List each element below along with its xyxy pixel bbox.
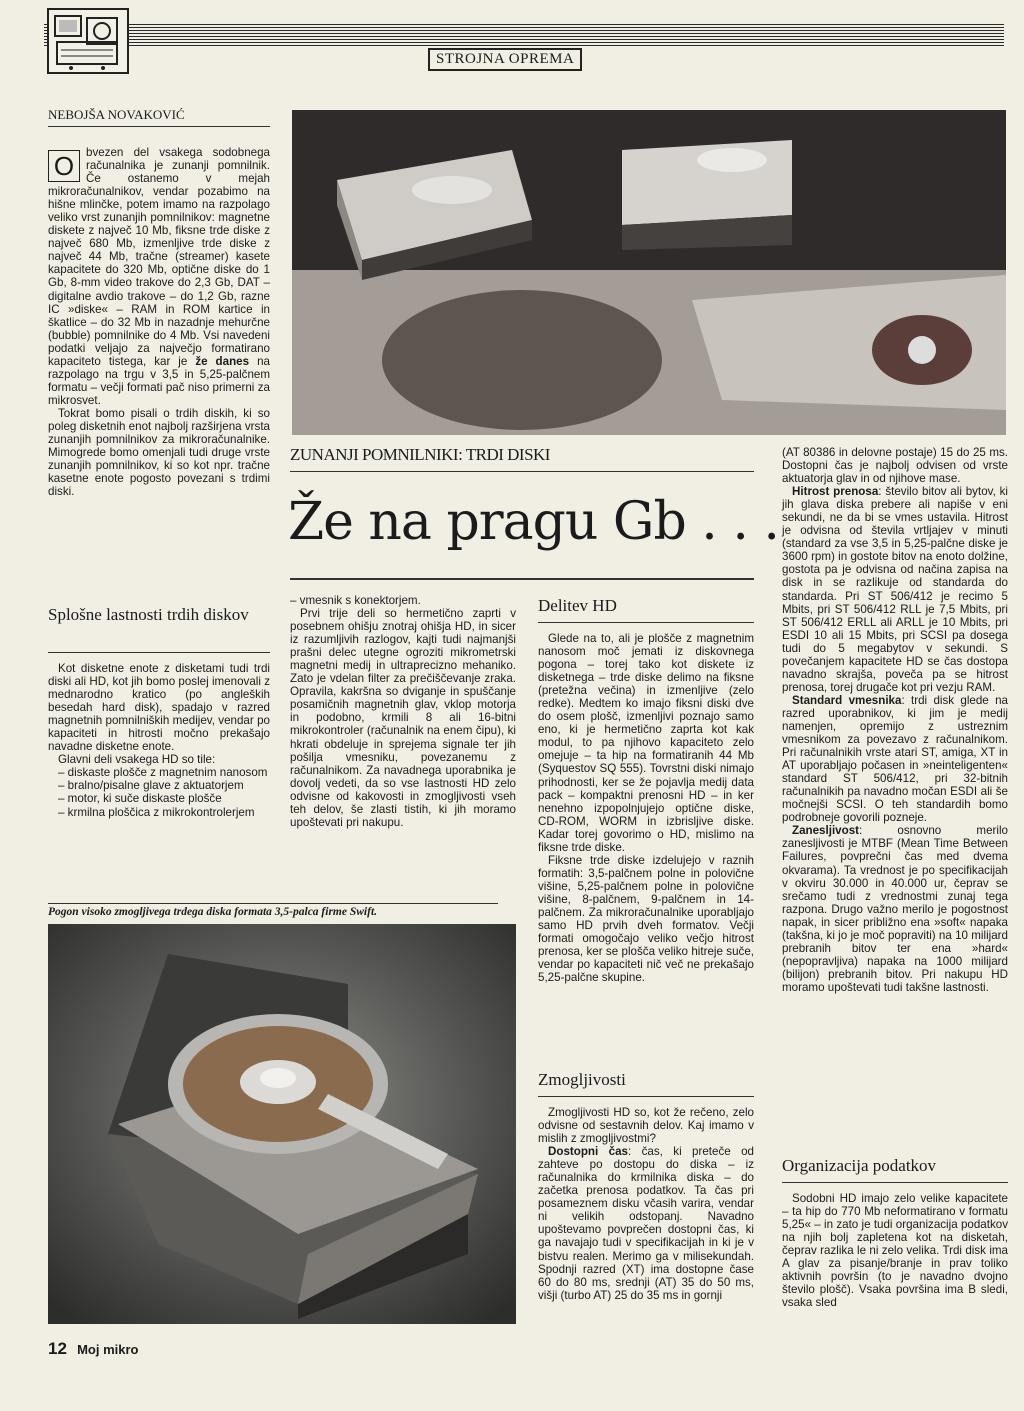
top-photo-drives <box>292 110 1006 435</box>
kicker: ZUNANJI POMNILNIKI: TRDI DISKI <box>290 445 550 464</box>
col3-paragraph-3: Zmogljivosti HD so, kot že rečeno, zelo odvisne od sestavnih delov. Kaj imamo v mislih z zmogljivostmi? <box>538 1106 754 1146</box>
heading-organizacija: Organizacija podatkov <box>782 1156 937 1175</box>
list-item: – krmilna ploščica z mikrokontrolerjem <box>58 805 255 819</box>
header-band <box>44 22 1004 46</box>
col3-paragraph-1: Glede na to, ali je plošče z magnetnim nanosom moč jemati iz diskovnega pogona – torej tako kot diskete iz disketnega – trde diske delimo na fiksne (pretežna večina) in izmenljive (zelo redke). Medtem ko imajo fiksni diski dve do osem plošč, izmenljivi poznajo samo eno, ki je hermetično zaprta kot kak modul, to pa njihovo kapaciteto zelo omejuje – ta hip na formatiranih 44 Mb (Syquestov SQ 555). Tovrstni diski nimajo prihodnosti, ker se že pojavlja medij data pack – kompaktni prenosni HD – in ker nenehno izpopolnjujejo optične diske, CD-ROM, WORM in izbrisljive diske. Kadar torej govorimo o HD, mislimo na fiksne trde diske. <box>538 632 754 854</box>
magazine-name: Moj mikro <box>77 1342 139 1357</box>
heading-rule <box>538 1096 754 1097</box>
bottom-photo-hard-drive <box>48 924 516 1324</box>
title-rule <box>290 578 754 580</box>
heading-zmogljivosti: Zmogljivosti <box>538 1070 626 1089</box>
heading-delitev: Delitev HD <box>538 596 617 615</box>
computer-cartoon-logo-icon <box>47 8 129 74</box>
heading-rule <box>538 622 754 623</box>
term-standard-vmesnika: Standard vmesnika <box>792 693 902 707</box>
heading-rule <box>48 652 270 653</box>
col4-paragraph-3: : osnovno merilo zanesljivosti je MTBF (Mean Time Between Failures, povprečni čas med dvema okvarama). Ta vrednost je po specifikacijah v okviru 30.000 in 40.000 ur, čeprav se srečamo tudi z vrednostmi zunaj tega razpona. Drugo važno merilo je pogostnost napak, in sicer približno ena »soft« napaka (takšna, ki jo je moč popraviti) na 10 milijard prebranih bitov ter ena »hard« (nepopravljiva) napaka na 1000 milijard (bilijon) prebranih bitov. Pri nakupu HD moramo upoštevati tudi takšne lastnosti. <box>782 824 1008 994</box>
heading-splosne: Splošne lastnosti trdih diskov <box>48 605 249 624</box>
section-label: STROJNA OPREMA <box>428 48 582 71</box>
col3-paragraph-2: Fiksne trde diske izdelujejo v raznih formatih: 3,5-palčnem polne in polovične višine, 5,25-palčnem polne in polovične višine, 8-palčnem, 9-palčnem in 14-palčnem. Za mikroračunalnike uporabljajo samo HD prvih dveh formatov. Večji formati omogočajo veliko večjo hitrost prenosa, ker se plošča veliko hitreje suče, vendar po kapaciteti nič več ne prekašajo 5,25-palčne skupine. <box>538 853 754 985</box>
col1-paragraph-2: Glavni deli vsakega HD so tile: <box>58 753 216 767</box>
col4-paragraph-1: : število bitov ali bytov, ki jih glava diska prebere ali napiše v eni sekundi, ne da bi se vmes ustavila. Hitrost je odvisna od števila vrtljajev v minuti (standard za vse 3,5 in 5,25-palčne diske je 3600 rpm) in gostote bitov na enoto dolžine, gostota pa je odvisna od načina zapisa na disk in se razlikuje od standarda do standarda. Pri ST 506/412 je recimo 5 Mbits, pri ST 506/412 RLL je 7,5 Mbits, pri ST 506/412 ERLL ali ARLL je 10 Mbits, pri ESDI 10 ali 15 Mbits, pri SCSI pa dosega tudi do 5 megabytov v sekundi. S povečanjem kapacitete HD se čas dostopa navadno skrajša, poveča pa se hitrost prenosa, torej drugače kot pri vezju RAM. <box>782 485 1008 694</box>
list-item: – diskaste plošče z magnetnim nanosom <box>58 766 268 780</box>
author-name: NEBOJŠA NOVAKOVIĆ <box>48 107 185 122</box>
col2-paragraph-0: – vmesnik s konektorjem. <box>290 594 421 607</box>
page-footer <box>48 1339 139 1359</box>
author-rule <box>48 126 270 127</box>
list-item: – bralno/pisalne glave z aktuatorjem <box>58 779 244 793</box>
intro-paragraph-2: Tokrat bomo pisali o trdih diskih, ki so poleg disketnih enot najbolj razširjena vrsta zunanjih pomnilnikov za mikroračunalnike. Mimogrede bomo omenjali tudi druge vrste zunanjih pomnilnikov, ki so kot npr. tračne kasetne enote pogosto povezani s trdimi diski. <box>48 406 270 499</box>
intro-paragraph-1: bvezen del vsakega sodobnega računalnika je zunanji pomnilnik. Če ostanemo v mejah mikroračunalnikov, vendar pozabimo na hišne mlinčke, potem imamo na razpolago veliko vrst zunanjih pomnilnikov: magnetne diskete z največ 10 Mb, fiksne trde diske z največ 680 Mb, izmenljive trde diske z največ 44 Mb, tračne (streamer) kasete kapacitete do 320 Mb, optične diske do 1 Gb, 8-mm video trakove do 2,3 Gb, DAT – digitalne avdio trakove – do 1,2 Gb, razne IC »diske« – RAM in ROM kartice in škatlice – do 32 Mb in nazadnje mehurčne (bubble) pomnilnike do 4 Mb. Vsi navedeni podatki veljajo za največjo formatirano kapaciteto tistega, kar je <box>48 146 270 368</box>
col3-text-b <box>538 1106 754 1302</box>
intro-emphasis: že danes <box>195 354 250 368</box>
list-item: – motor, ki suče diskaste plošče <box>58 792 222 806</box>
col4-paragraph-2: : trdi disk glede na razred uporabnikov, ki jim je medij namenjen, opremijo z ustreznim vmesnikom za povezavo z računalnikom. Pri računalnikih vrste atari ST, amiga, XT in AT uporabljajo počasen in »neinteligenten« standard ST 506/412, pri 32-bitnih računalnikih pa navadno močan ESDI ali še močnejši SCSI. O teh standardih bomo podrobneje govorili pozneje. <box>782 693 1008 825</box>
col3-paragraph-4: : čas, ki preteče od zahteve po dostopu do diska – iz računalnika do krmilnika diska – do začetka prenosa podatkov. Ta čas pri posameznem disku včasih varira, vendar ni velikih odstopanj. Navadno upoštevamo povprečen dostopni čas, ki ga navajajo tudi v specifikacijah in ki je v bistvu realen. Merimo ga v milisekundah. Spodnji razred (XT) ima dostopne čase 60 do 80 ms, srednji (AT) 35 do 50 ms, višji (turbo AT) 25 do 35 ms in gornji <box>538 1145 755 1302</box>
col1-paragraph-1: Kot disketne enote z disketami tudi trdi diski ali HD, kot jih bomo poslej imenovali z mednarodno kratico (po angleških besedah hard disk), spadajo v razred magnetnih pomnilniških medijev, vendar po kapaciteti in hitrosti močno prekašajo navadne disketne enote. <box>48 662 270 754</box>
drop-cap: O <box>48 150 80 182</box>
col1-text <box>48 662 270 819</box>
col3-text-a <box>538 632 754 984</box>
term-hitrost-prenosa: Hitrost prenosa <box>792 485 879 499</box>
col4-paragraph-0: (AT 80386 in delovne postaje) 15 do 25 ms. Dostopni čas je najbolj odvisen od vrste aktuatorja glav in od njihove mase. <box>782 446 1008 486</box>
article-title: Že na pragu Gb . . . <box>288 492 779 552</box>
col2-paragraph-1: Prvi trije deli so hermetično zaprti v posebnem ohišju znotraj ohišja HD, in sicer iz razumljivih razlogov, kajti tudi najmanjši prašni delec utegne ogroziti mikrometrski magnetni medij in ultraprecizno mehaniko. Zato je vdelan filter za prečiščevanje zraka. Opravila, kakršna so dviganje in spuščanje posamičnih magnetnih glav, vklop motorja in podobno, krmili 8 ali 16-bitni mikrokontroler (računalnik na enem čipu), ki hkrati obdeluje in sprejema signale ter jih pošilja vmesniku, povezanemu z računalnikom. Za navadnega uporabnika je dovolj vedeti, da so vse lastnosti HD zelo odvisne od kakovosti in zmogljivosti vseh teh delov, še zlasti tistih, ki jih moramo upoštevati pri nakupu. <box>290 607 516 829</box>
caption-rule <box>48 903 498 904</box>
col4-text-a <box>782 446 1008 994</box>
term-dostopni-cas: Dostopni čas <box>548 1145 628 1159</box>
heading-rule <box>782 1182 1008 1183</box>
page-number: 12 <box>48 1339 67 1358</box>
kicker-rule <box>290 471 754 472</box>
col2-text <box>290 594 516 829</box>
col4-text-b <box>782 1192 1008 1309</box>
photo-caption: Pogon visoko zmogljivega trdega diska formata 3,5-palca firme Swift. <box>48 906 378 918</box>
intro-paragraph-1-end: na razpolago na trgu v 3,5 in 5,25-palčnem formatu – večji formati pač niso primerni za mikrosvet. <box>48 354 270 407</box>
col4-paragraph-4: Sodobni HD imajo zelo velike kapacitete – ta hip do 770 Mb neformatirano v formatu 5,25« – in zato je tudi organizacija podatkov na njih bolj zapletena kot na disketah, čeprav razlika le ni zelo velika. Trdi disk ima A glav za pisanje/branje in prav toliko aktivnih površin (to je navadno dvojno število plošč). Vsaka površina ima B sledi, vsaka sled <box>782 1192 1008 1310</box>
term-zanesljivost: Zanesljivost <box>792 824 860 838</box>
intro-text <box>48 146 270 498</box>
